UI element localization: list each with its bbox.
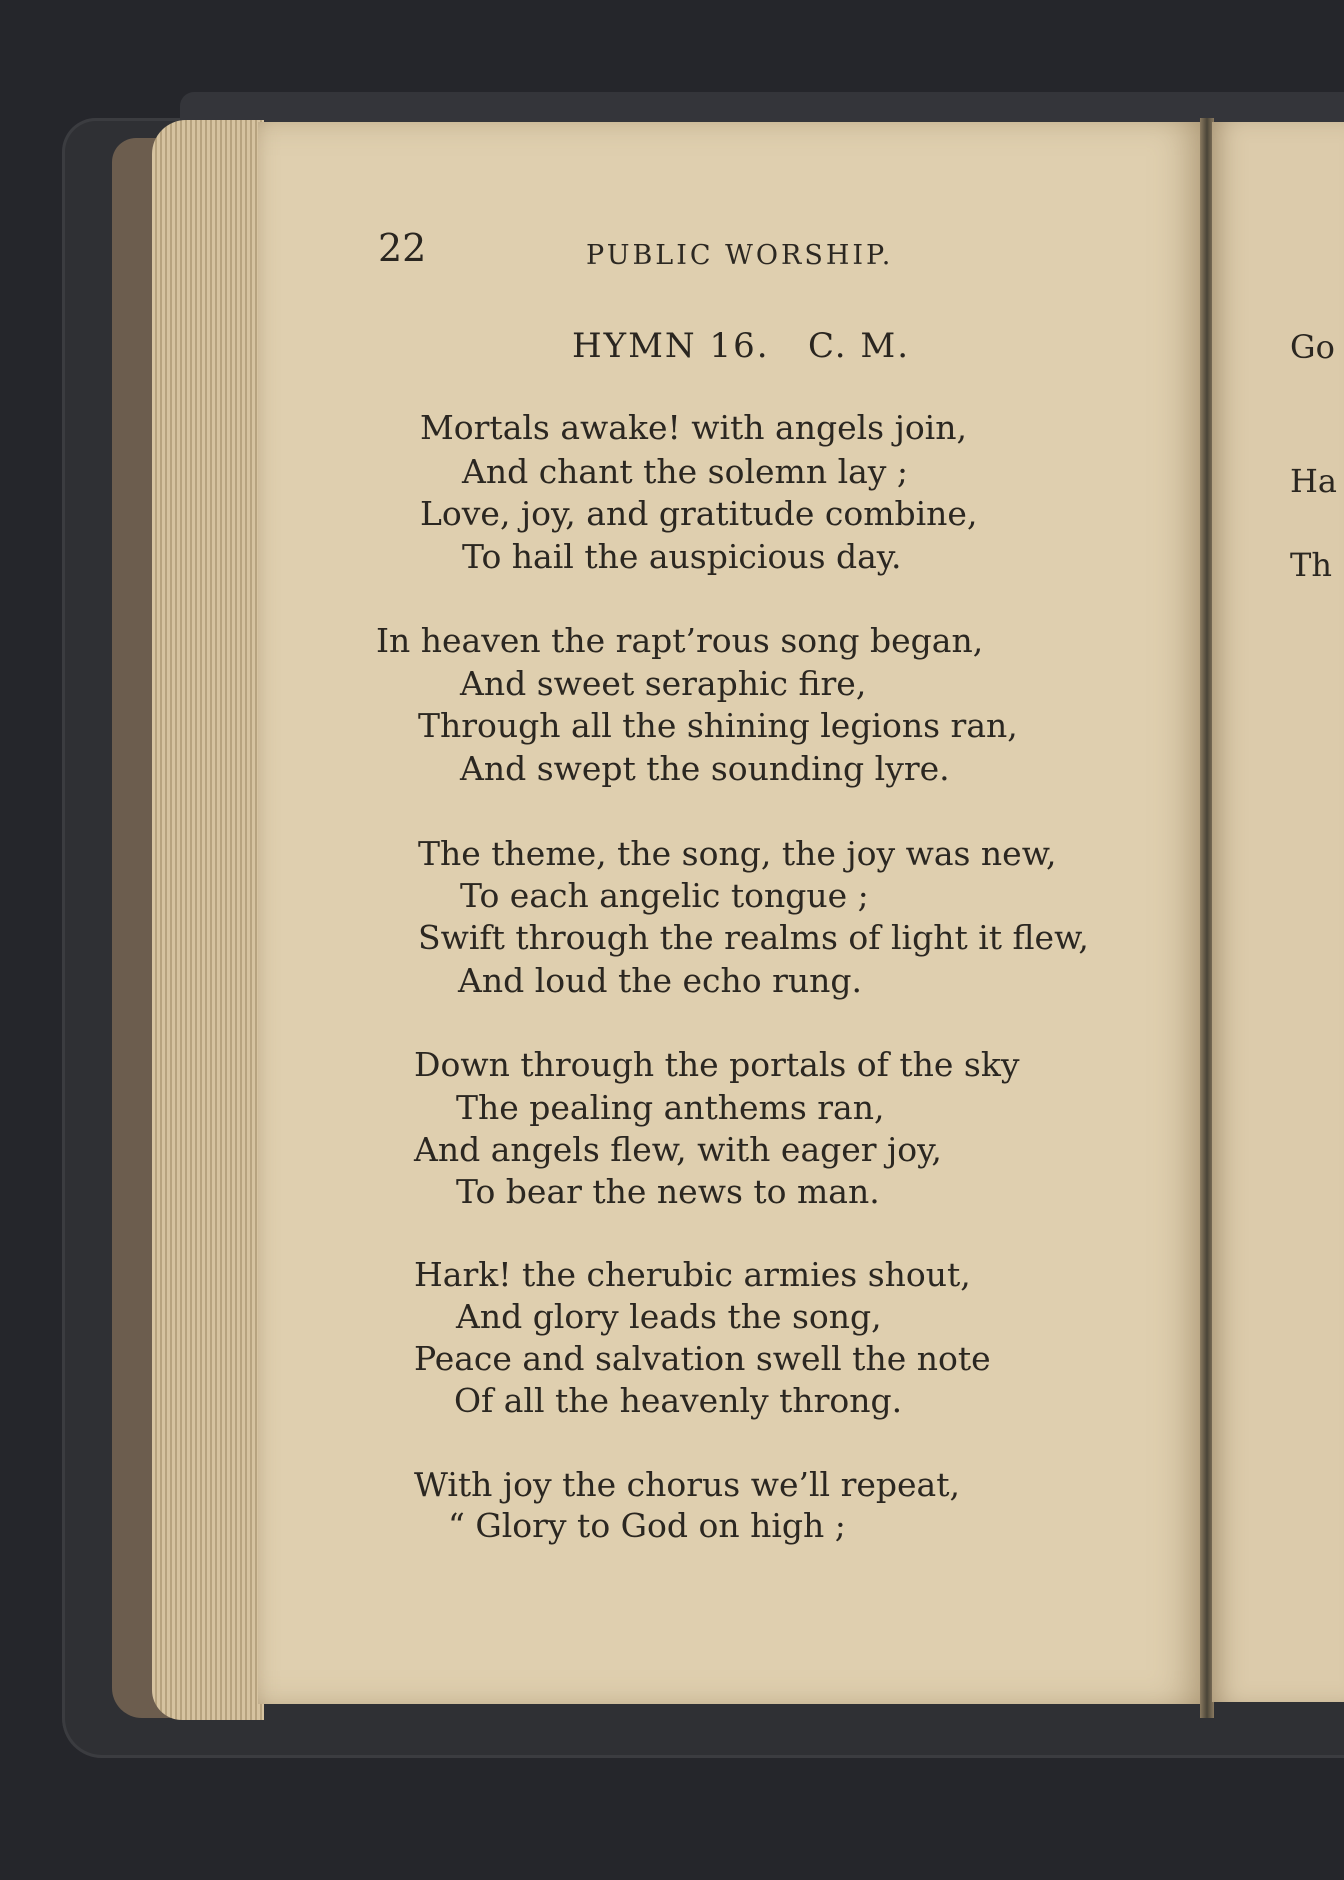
verse-line: The theme, the song, the joy was new, [418,834,1057,873]
verse-line: Peace and salvation swell the note [414,1339,991,1378]
verse-line: The pealing anthems ran, [456,1088,885,1127]
facing-page-fragment: Th [1290,546,1332,584]
verse-line: Mortals awake! with angels join, [420,408,967,447]
verse-line: And angels flew, with eager joy, [414,1130,942,1169]
verse-line: And loud the echo rung. [458,961,863,1000]
verse-line: And swept the sounding lyre. [460,749,950,788]
running-head [378,226,998,276]
header-title: PUBLIC WORSHIP. [586,240,894,271]
verse-line: In heaven the rapt’rous song began, [376,621,984,660]
verse-line: Love, joy, and gratitude combine, [420,494,978,533]
verse-line: And chant the solemn lay ; [462,452,909,491]
verse-line: Swift through the realms of light it flew, [418,918,1089,957]
verse-line: To bear the news to man. [456,1172,880,1211]
verse-line: Of all the heavenly throng. [454,1381,903,1420]
verse-line: And sweet seraphic fire, [460,664,867,703]
verse-line: Hark! the cherubic armies shout, [414,1255,971,1294]
page-edges [152,120,264,1720]
page-number: 22 [378,226,427,270]
hymn-title: HYMN 16. C. M. [572,326,910,366]
verse-line: To hail the auspicious day. [462,537,902,576]
verse-line: And glory leads the song, [456,1297,882,1336]
verse-line: Through all the shining legions ran, [418,706,1018,745]
verse-line: “ Glory to God on high ; [448,1506,846,1545]
verse-line: Down through the portals of the sky [414,1045,1020,1084]
verse-line: To each angelic tongue ; [460,876,869,915]
facing-page-fragment: Go [1290,328,1335,366]
facing-page-fragment: Ha [1290,462,1337,500]
verse-line: With joy the chorus we’ll repeat, [414,1465,960,1504]
